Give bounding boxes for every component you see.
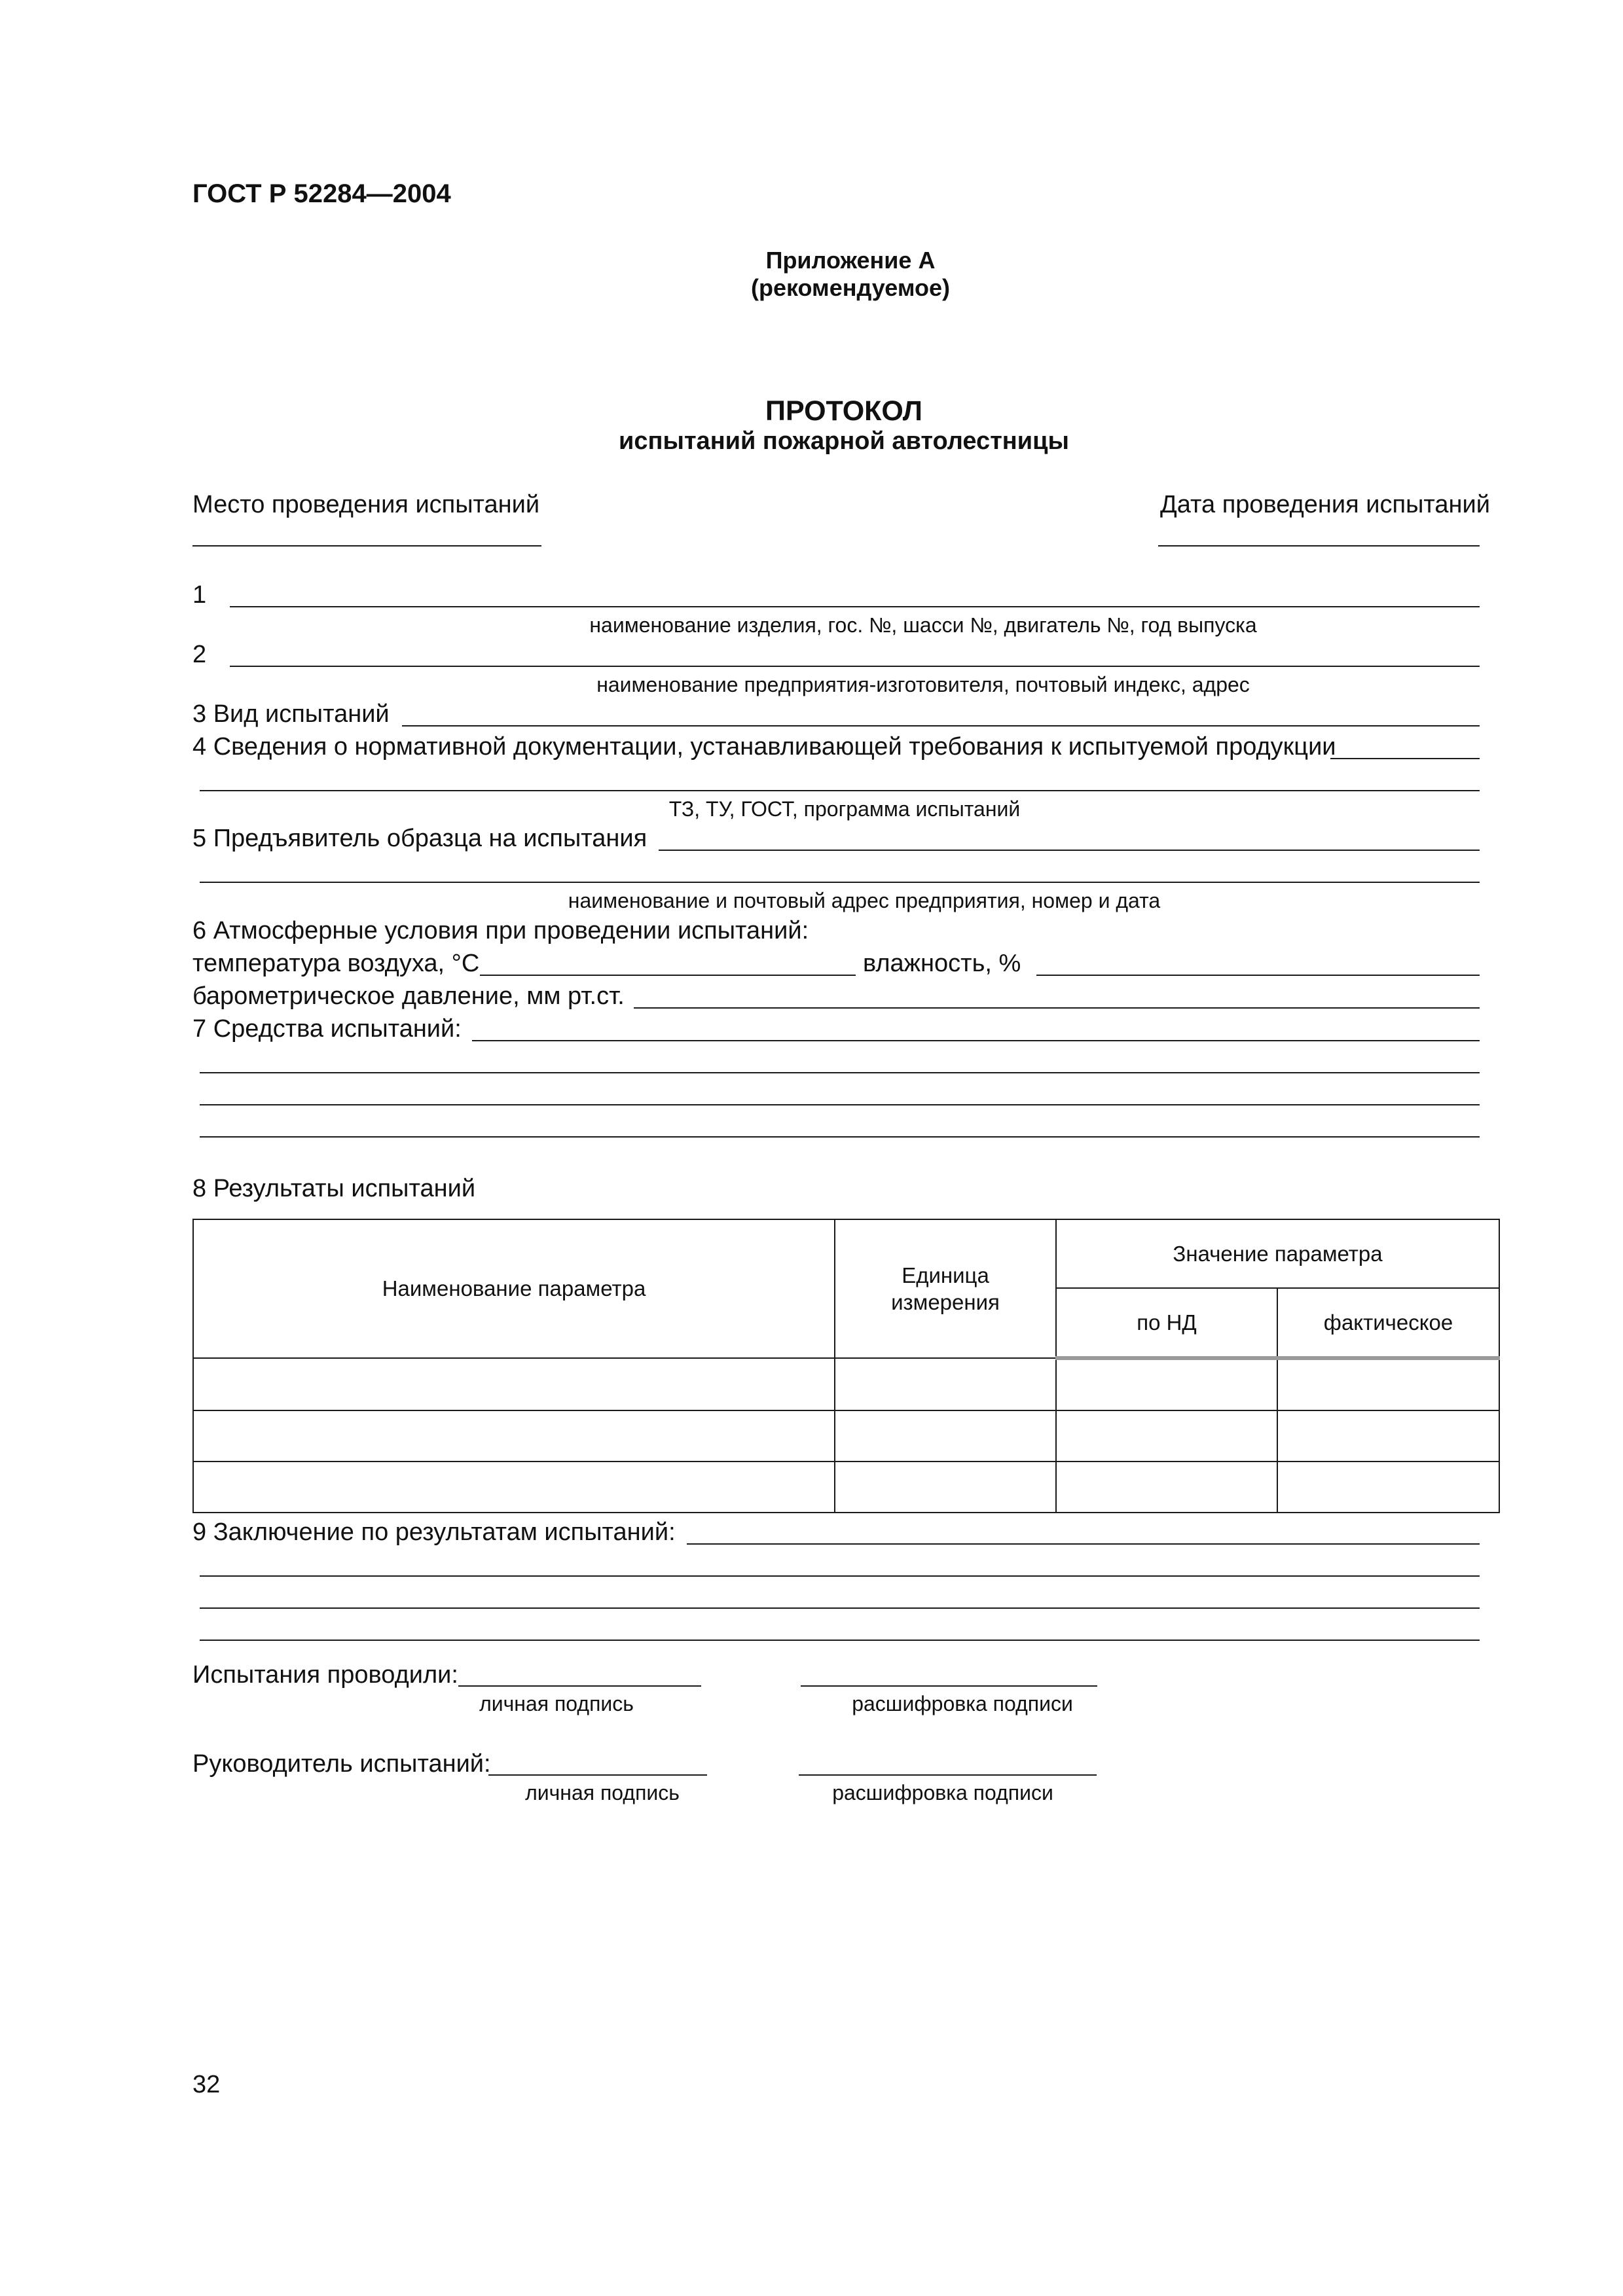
head-decode-field[interactable]: [799, 1774, 1097, 1776]
item-7-label: 7 Средства испытаний:: [192, 1015, 462, 1043]
testers-signature-field[interactable]: [458, 1685, 701, 1687]
header-unit-text: Единица измерения: [891, 1263, 1000, 1314]
testers-decode-caption: расшифровка подписи: [852, 1692, 1073, 1715]
table-cell[interactable]: [1277, 1410, 1499, 1462]
testers-decode-field[interactable]: [801, 1685, 1097, 1687]
table-cell[interactable]: [193, 1358, 835, 1410]
item-5-field[interactable]: [659, 850, 1480, 851]
table-cell[interactable]: [193, 1410, 835, 1462]
item-7-field-2[interactable]: [200, 1072, 1480, 1073]
item-1-number: 1: [192, 581, 207, 609]
item-1-field[interactable]: [230, 606, 1480, 607]
date-field[interactable]: [1158, 545, 1480, 547]
table-cell[interactable]: [835, 1462, 1056, 1513]
humidity-field[interactable]: [1036, 975, 1480, 976]
item-8-label: 8 Результаты испытаний: [192, 1175, 476, 1202]
header-parameter-name: Наименование параметра: [193, 1219, 835, 1358]
item-7-field-4[interactable]: [200, 1136, 1480, 1138]
item-5-caption: наименование и почтовый адрес предприятия, номер и дата: [568, 889, 1161, 912]
header-value-nd: по НД: [1056, 1288, 1277, 1358]
head-signature-field[interactable]: [488, 1774, 707, 1776]
item-6-label: 6 Атмосферные условия при проведении испытаний:: [192, 917, 809, 944]
item-4-field[interactable]: [1330, 758, 1480, 759]
item-3-label: 3 Вид испытаний: [192, 700, 390, 728]
item-3-field[interactable]: [402, 725, 1480, 726]
table-cell[interactable]: [835, 1358, 1056, 1410]
table-cell[interactable]: [193, 1462, 835, 1513]
protocol-title: ПРОТОКОЛ: [765, 395, 922, 427]
item-5-field-2[interactable]: [200, 882, 1480, 883]
pressure-field[interactable]: [634, 1007, 1480, 1009]
table-row: [193, 1358, 1499, 1410]
appendix-title: Приложение А: [765, 247, 936, 274]
item-4-field-2[interactable]: [200, 790, 1480, 791]
table-row: [193, 1410, 1499, 1462]
item-7-field-3[interactable]: [200, 1104, 1480, 1105]
pressure-label: барометрическое давление, мм рт.ст.: [192, 982, 625, 1010]
temperature-label: температура воздуха, °С: [192, 950, 480, 977]
item-2-caption: наименование предприятия-изготовителя, почтовый индекс, адрес: [596, 673, 1250, 696]
head-decode-caption: расшифровка подписи: [832, 1781, 1053, 1804]
item-9-field-4[interactable]: [200, 1640, 1480, 1641]
table-cell[interactable]: [1277, 1462, 1499, 1513]
table-cell[interactable]: [1056, 1358, 1277, 1410]
header-unit: [835, 1219, 1056, 1358]
item-2-field[interactable]: [230, 666, 1480, 667]
header-value: Значение параметра: [1056, 1219, 1499, 1288]
appendix-type: (рекомендуемое): [751, 274, 950, 301]
date-label: Дата проведения испытаний: [1160, 491, 1490, 518]
results-table: [192, 1219, 1500, 1513]
item-9-field-2[interactable]: [200, 1575, 1480, 1577]
table-cell[interactable]: [1277, 1358, 1499, 1410]
table-cell[interactable]: [835, 1410, 1056, 1462]
item-2-number: 2: [192, 641, 207, 668]
place-label: Место проведения испытаний: [192, 491, 540, 518]
testers-signature-caption: личная подпись: [479, 1692, 634, 1715]
document-id: ГОСТ Р 52284—2004: [192, 179, 451, 208]
item-7-field[interactable]: [472, 1040, 1480, 1041]
page-number: 32: [192, 2071, 221, 2098]
item-1-caption: наименование изделия, гос. №, шасси №, двигатель №, год выпуска: [589, 613, 1257, 637]
table-row: [193, 1462, 1499, 1513]
testers-label: Испытания проводили:: [192, 1661, 458, 1689]
place-field[interactable]: [192, 545, 541, 547]
table-cell[interactable]: [1056, 1462, 1277, 1513]
item-9-label: 9 Заключение по результатам испытаний:: [192, 1518, 676, 1546]
item-9-field[interactable]: [687, 1543, 1480, 1545]
item-4-caption: ТЗ, ТУ, ГОСТ, программа испытаний: [668, 797, 1021, 821]
item-9-field-3[interactable]: [200, 1607, 1480, 1609]
item-4-label: 4 Сведения о нормативной документации, устанавливающей требования к испытуемой продукции: [192, 733, 1336, 761]
humidity-label: влажность, %: [863, 950, 1021, 977]
header-value-actual: фактическое: [1277, 1288, 1499, 1358]
protocol-subtitle: испытаний пожарной автолестницы: [619, 427, 1069, 455]
table-cell[interactable]: [1056, 1410, 1277, 1462]
temperature-field[interactable]: [480, 975, 856, 976]
head-signature-caption: личная подпись: [525, 1781, 680, 1804]
head-label: Руководитель испытаний:: [192, 1750, 491, 1778]
item-5-label: 5 Предъявитель образца на испытания: [192, 825, 647, 852]
